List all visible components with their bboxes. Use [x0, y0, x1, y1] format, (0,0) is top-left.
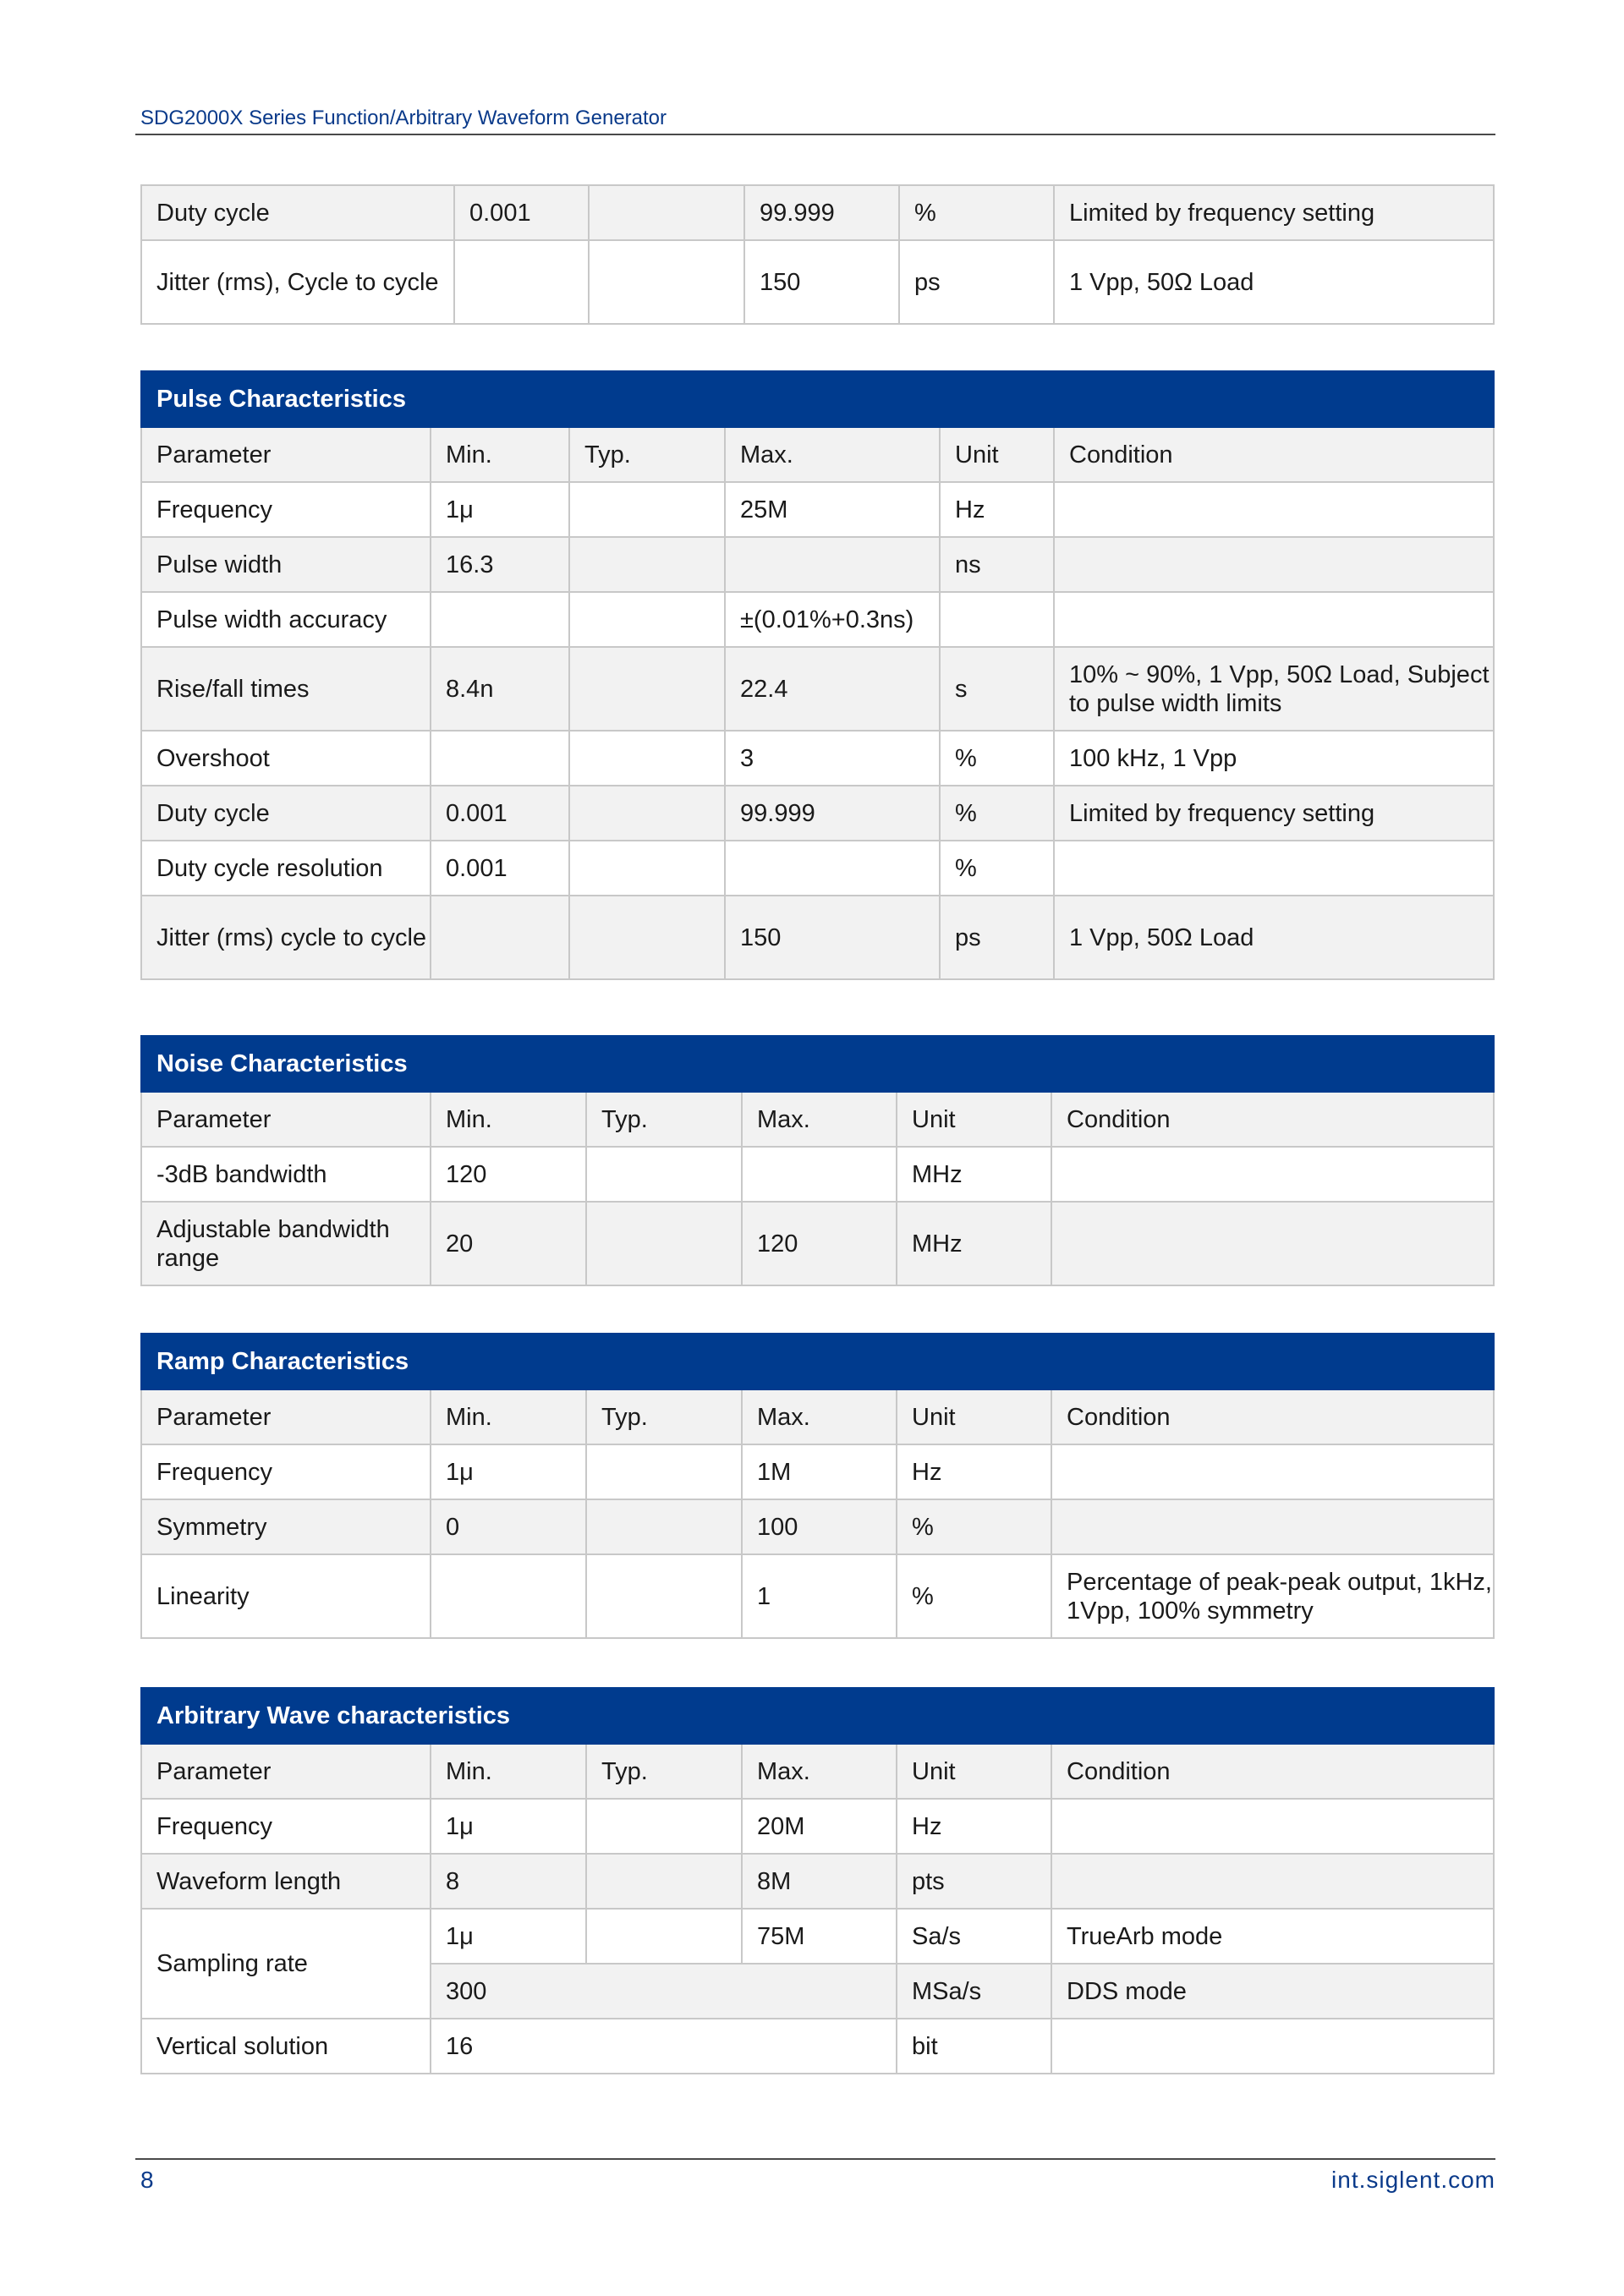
cell-unit: Hz	[897, 1799, 1051, 1854]
cell-max: 99.999	[725, 786, 940, 841]
cell-typ	[586, 1147, 742, 1202]
cell-parameter: Frequency	[141, 1444, 431, 1499]
cell-condition: Limited by frequency setting	[1054, 786, 1494, 841]
cell-condition	[1054, 482, 1494, 537]
header-typ: Typ.	[586, 1389, 742, 1444]
cell-typ	[569, 786, 725, 841]
header-typ: Typ.	[569, 427, 725, 482]
header-parameter: Parameter	[141, 1389, 431, 1444]
table-title-row	[141, 1334, 1494, 1389]
cell-min: 1μ	[431, 1444, 586, 1499]
cell-parameter: Jitter (rms), Cycle to cycle	[141, 240, 454, 324]
cell-condition	[1051, 1147, 1494, 1202]
cell-condition	[1054, 592, 1494, 647]
header-typ: Typ.	[586, 1092, 742, 1147]
cell-min	[431, 592, 569, 647]
cell-condition: 1 Vpp, 50Ω Load	[1054, 896, 1494, 979]
cell-parameter: Pulse width	[141, 537, 431, 592]
arbitrary-wave-characteristics-table	[140, 1687, 1495, 2074]
section-title: Arbitrary Wave characteristics	[141, 1688, 1494, 1744]
cell-unit: bit	[897, 2019, 1051, 2074]
table-row	[141, 1799, 1494, 1854]
cell-max: 1	[742, 1554, 897, 1638]
cell-unit: ps	[940, 896, 1054, 979]
cell-unit: ps	[899, 240, 1054, 324]
table-row	[141, 1444, 1494, 1499]
cell-condition: DDS mode	[1051, 1964, 1494, 2019]
cell-unit: %	[897, 1554, 1051, 1638]
header-unit: Unit	[897, 1092, 1051, 1147]
cell-min	[431, 1554, 586, 1638]
cell-unit: MSa/s	[897, 1964, 1051, 2019]
cell-unit: %	[940, 841, 1054, 896]
header-condition: Condition	[1051, 1744, 1494, 1799]
cell-parameter: Overshoot	[141, 731, 431, 786]
cell-parameter: Rise/fall times	[141, 647, 431, 731]
cell-max: ±(0.01%+0.3ns)	[725, 592, 940, 647]
header-parameter: Parameter	[141, 427, 431, 482]
cell-max: 25M	[725, 482, 940, 537]
cell-condition: 10% ~ 90%, 1 Vpp, 50Ω Load, Subject to pulse width limits	[1054, 647, 1494, 731]
cell-unit: MHz	[897, 1202, 1051, 1285]
cell-typ	[586, 1799, 742, 1854]
cell-condition: Limited by frequency setting	[1054, 185, 1494, 240]
table-header-row	[141, 1092, 1494, 1147]
cell-parameter: Linearity	[141, 1554, 431, 1638]
table-row	[141, 185, 1494, 240]
pulse-characteristics-table	[140, 370, 1495, 980]
header-max: Max.	[742, 1744, 897, 1799]
cell-min	[454, 240, 589, 324]
header-max: Max.	[742, 1092, 897, 1147]
table-row	[141, 786, 1494, 841]
header-parameter: Parameter	[141, 1744, 431, 1799]
cell-parameter: Duty cycle resolution	[141, 841, 431, 896]
cell-typ	[569, 482, 725, 537]
table-row	[141, 1909, 1494, 1964]
cell-typ	[569, 841, 725, 896]
table-row	[141, 647, 1494, 731]
header-parameter: Parameter	[141, 1092, 431, 1147]
cell-min: 1μ	[431, 1909, 586, 1964]
cell-typ	[586, 1909, 742, 1964]
cell-unit: s	[940, 647, 1054, 731]
cell-max	[725, 841, 940, 896]
cell-condition: Percentage of peak-peak output, 1kHz, 1Vpp, 100% symmetry	[1051, 1554, 1494, 1638]
table-row	[141, 896, 1494, 979]
square-characteristics-table	[140, 184, 1495, 325]
cell-parameter: Frequency	[141, 482, 431, 537]
cell-typ	[586, 1499, 742, 1554]
cell-max: 99.999	[744, 185, 899, 240]
cell-parameter: Jitter (rms) cycle to cycle	[141, 896, 431, 979]
table-row	[141, 841, 1494, 896]
page-header-title: SDG2000X Series Function/Arbitrary Waveform Generator	[140, 107, 667, 129]
cell-condition: 100 kHz, 1 Vpp	[1054, 731, 1494, 786]
cell-condition: TrueArb mode	[1051, 1909, 1494, 1964]
cell-max: 1M	[742, 1444, 897, 1499]
table-title-row	[141, 1036, 1494, 1092]
cell-max	[742, 1147, 897, 1202]
cell-typ	[589, 185, 744, 240]
table-header-row	[141, 427, 1494, 482]
header-condition: Condition	[1051, 1389, 1494, 1444]
cell-parameter: Duty cycle	[141, 185, 454, 240]
header-divider	[135, 134, 1495, 135]
cell-min	[431, 731, 569, 786]
cell-typ	[586, 1554, 742, 1638]
cell-max	[725, 537, 940, 592]
cell-min: 1μ	[431, 482, 569, 537]
cell-min: 8.4n	[431, 647, 569, 731]
header-unit: Unit	[897, 1389, 1051, 1444]
header-max: Max.	[725, 427, 940, 482]
cell-max: 150	[725, 896, 940, 979]
noise-characteristics-table	[140, 1035, 1495, 1286]
cell-condition	[1051, 1799, 1494, 1854]
cell-parameter: Vertical solution	[141, 2019, 431, 2074]
table-title-row	[141, 1688, 1494, 1744]
header-typ: Typ.	[586, 1744, 742, 1799]
page-number: 8	[140, 2167, 154, 2193]
cell-value: 16	[431, 2019, 897, 2074]
cell-max: 120	[742, 1202, 897, 1285]
cell-parameter: Pulse width accuracy	[141, 592, 431, 647]
cell-min: 0.001	[431, 841, 569, 896]
section-title: Ramp Characteristics	[141, 1334, 1494, 1389]
cell-min: 8	[431, 1854, 586, 1909]
cell-typ	[586, 1854, 742, 1909]
cell-condition	[1051, 1202, 1494, 1285]
header-condition: Condition	[1054, 427, 1494, 482]
cell-unit	[940, 592, 1054, 647]
cell-unit: Sa/s	[897, 1909, 1051, 1964]
cell-max: 8M	[742, 1854, 897, 1909]
cell-typ	[589, 240, 744, 324]
ramp-characteristics-table	[140, 1333, 1495, 1639]
cell-parameter: Waveform length	[141, 1854, 431, 1909]
cell-unit: %	[897, 1499, 1051, 1554]
cell-max: 100	[742, 1499, 897, 1554]
header-min: Min.	[431, 1389, 586, 1444]
header-min: Min.	[431, 1092, 586, 1147]
cell-min: 0.001	[454, 185, 589, 240]
cell-max: 20M	[742, 1799, 897, 1854]
cell-typ	[569, 537, 725, 592]
cell-max: 150	[744, 240, 899, 324]
cell-typ	[586, 1444, 742, 1499]
cell-parameter: -3dB bandwidth	[141, 1147, 431, 1202]
table-row	[141, 1854, 1494, 1909]
table-row	[141, 1499, 1494, 1554]
cell-min: 120	[431, 1147, 586, 1202]
cell-typ	[569, 896, 725, 979]
footer-divider	[135, 2158, 1495, 2160]
cell-unit: MHz	[897, 1147, 1051, 1202]
table-row	[141, 1202, 1494, 1285]
cell-parameter: Duty cycle	[141, 786, 431, 841]
footer-url: int.siglent.com	[1331, 2167, 1495, 2193]
cell-parameter: Frequency	[141, 1799, 431, 1854]
table-row	[141, 731, 1494, 786]
header-unit: Unit	[897, 1744, 1051, 1799]
table-title-row	[141, 371, 1494, 427]
cell-unit: Hz	[940, 482, 1054, 537]
cell-unit: %	[940, 731, 1054, 786]
cell-condition: 1 Vpp, 50Ω Load	[1054, 240, 1494, 324]
cell-parameter: Adjustable bandwidth range	[141, 1202, 431, 1285]
cell-min: 1μ	[431, 1799, 586, 1854]
table-row	[141, 1554, 1494, 1638]
table-row	[141, 482, 1494, 537]
table-row	[141, 592, 1494, 647]
cell-unit: %	[940, 786, 1054, 841]
table-row	[141, 2019, 1494, 2074]
table-row	[141, 240, 1494, 324]
section-title: Pulse Characteristics	[141, 371, 1494, 427]
section-title: Noise Characteristics	[141, 1036, 1494, 1092]
cell-unit: pts	[897, 1854, 1051, 1909]
cell-condition	[1051, 1499, 1494, 1554]
cell-min: 20	[431, 1202, 586, 1285]
cell-condition	[1054, 841, 1494, 896]
cell-unit: %	[899, 185, 1054, 240]
table-row	[141, 1147, 1494, 1202]
cell-typ	[569, 592, 725, 647]
cell-min: 0.001	[431, 786, 569, 841]
cell-max: 22.4	[725, 647, 940, 731]
header-condition: Condition	[1051, 1092, 1494, 1147]
table-header-row	[141, 1744, 1494, 1799]
table-header-row	[141, 1389, 1494, 1444]
cell-unit: ns	[940, 537, 1054, 592]
cell-condition	[1051, 1854, 1494, 1909]
cell-min: 0	[431, 1499, 586, 1554]
header-unit: Unit	[940, 427, 1054, 482]
cell-unit: Hz	[897, 1444, 1051, 1499]
cell-max: 75M	[742, 1909, 897, 1964]
cell-min	[431, 896, 569, 979]
cell-typ	[586, 1202, 742, 1285]
cell-value: 300	[431, 1964, 897, 2019]
cell-max: 3	[725, 731, 940, 786]
cell-typ	[569, 731, 725, 786]
header-max: Max.	[742, 1389, 897, 1444]
cell-condition	[1054, 537, 1494, 592]
cell-condition	[1051, 2019, 1494, 2074]
cell-parameter: Sampling rate	[141, 1909, 431, 2019]
cell-min: 16.3	[431, 537, 569, 592]
header-min: Min.	[431, 427, 569, 482]
cell-typ	[569, 647, 725, 731]
cell-parameter: Symmetry	[141, 1499, 431, 1554]
header-min: Min.	[431, 1744, 586, 1799]
table-row	[141, 537, 1494, 592]
cell-condition	[1051, 1444, 1494, 1499]
